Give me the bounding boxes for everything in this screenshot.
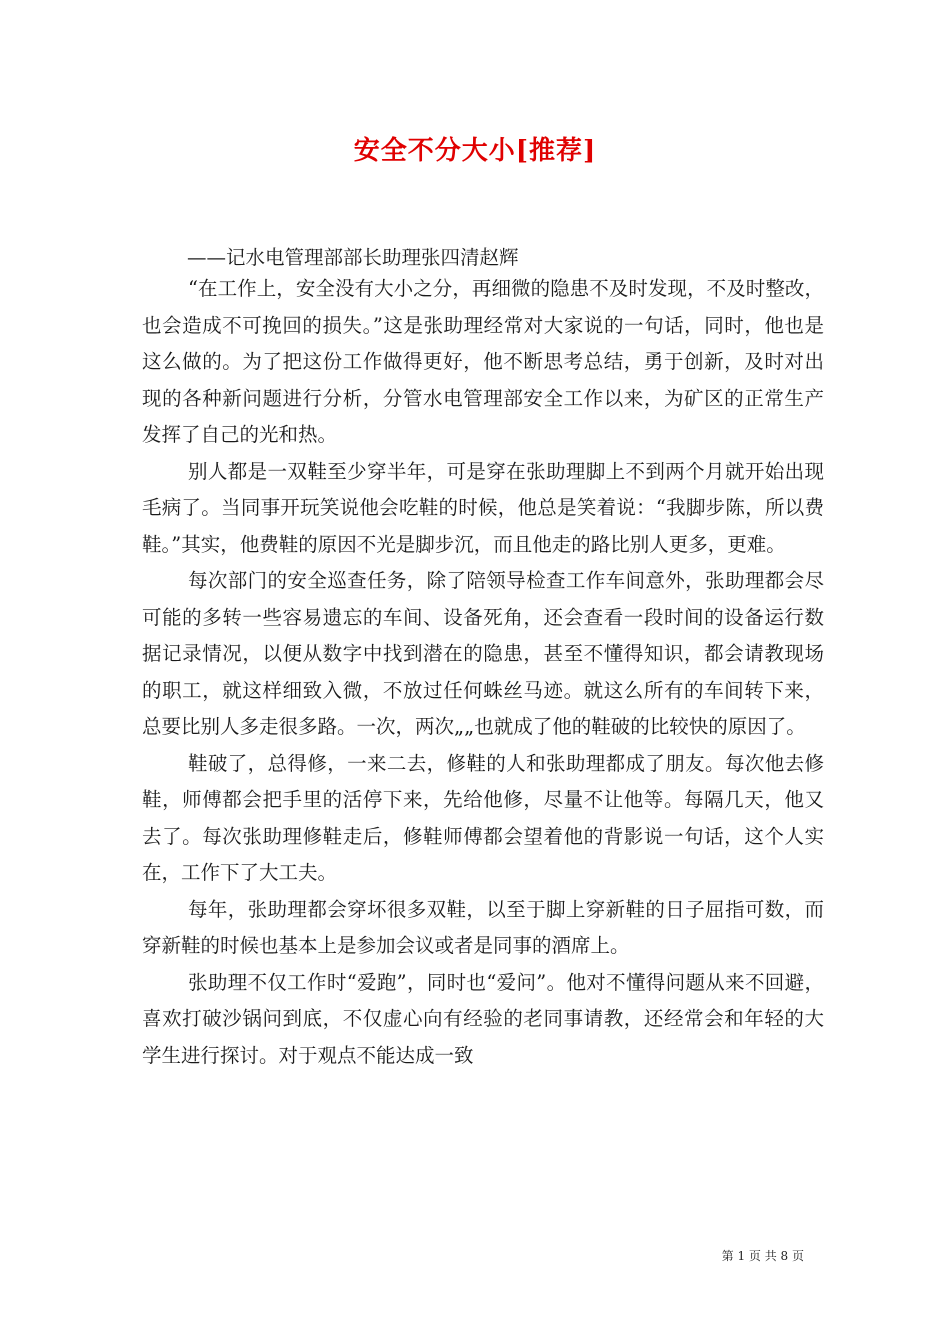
paragraph: 鞋破了，总得修，一来二去，修鞋的人和张助理都成了朋友。每次他去修鞋，师傅都会把手里的活停下来，先给他修，尽量不让他等。每隔几天，他又去了。每次张助理修鞋走后，修鞋师傅都会望着他的背影说一句话，这个人实在，工作下了大工夫。 xyxy=(142,751,824,884)
paragraph: 每次部门的安全巡查任务，除了陪领导检查工作车间意外，张助理都会尽可能的多转一些容易遗忘的车间、设备死角，还会查看一段时间的设备运行数据记录情况，以便从数字中找到潜在的隐患，甚至不懂得知识，都会请教现场的职工，就这样细致入微，不放过任何蛛丝马迹。就这么所有的车间转下来，总要比别人多走很多路。一次，两次„„也就成了他的鞋破的比较快的原因了。 xyxy=(142,569,824,738)
paragraph: 别人都是一双鞋至少穿半年，可是穿在张助理脚上不到两个月就开始出现毛病了。当同事开玩笑说他会吃鞋的时候，他总是笑着说：“我脚步陈，所以费鞋。”其实，他费鞋的原因不光是脚步沉，而且他走的路比别人更多，更难。 xyxy=(142,459,824,556)
paragraph: 每年，张助理都会穿坏很多双鞋，以至于脚上穿新鞋的日子屈指可数，而穿新鞋的时候也基本上是参加会议或者是同事的酒席上。 xyxy=(142,897,824,957)
page-number: 第 1 页 共 8 页 xyxy=(721,1249,804,1263)
document-title: 安全不分大小[推荐] xyxy=(353,136,597,166)
document-subtitle: ——记水电管理部部长助理张四清赵辉 xyxy=(187,246,519,269)
paragraph: “在工作上，安全没有大小之分，再细微的隐患不及时发现，不及时整改，也会造成不可挽回的损失。”这是张助理经常对大家说的一句话，同时，他也是这么做的。为了把这份工作做得更好，他不断思考总结，勇于创新，及时对出现的各种新问题进行分析，分管水电管理部安全工作以来，为矿区的正常生产发挥了自己的光和热。 xyxy=(142,277,824,446)
document-body xyxy=(142,271,824,1074)
paragraph: 张助理不仅工作时“爱跑”，同时也“爱问”。他对不懂得问题从来不回避，喜欢打破沙锅问到底，不仅虚心向有经验的老同事请教，还经常会和年轻的大学生进行探讨。对于观点不能达成一致 xyxy=(142,970,824,1067)
